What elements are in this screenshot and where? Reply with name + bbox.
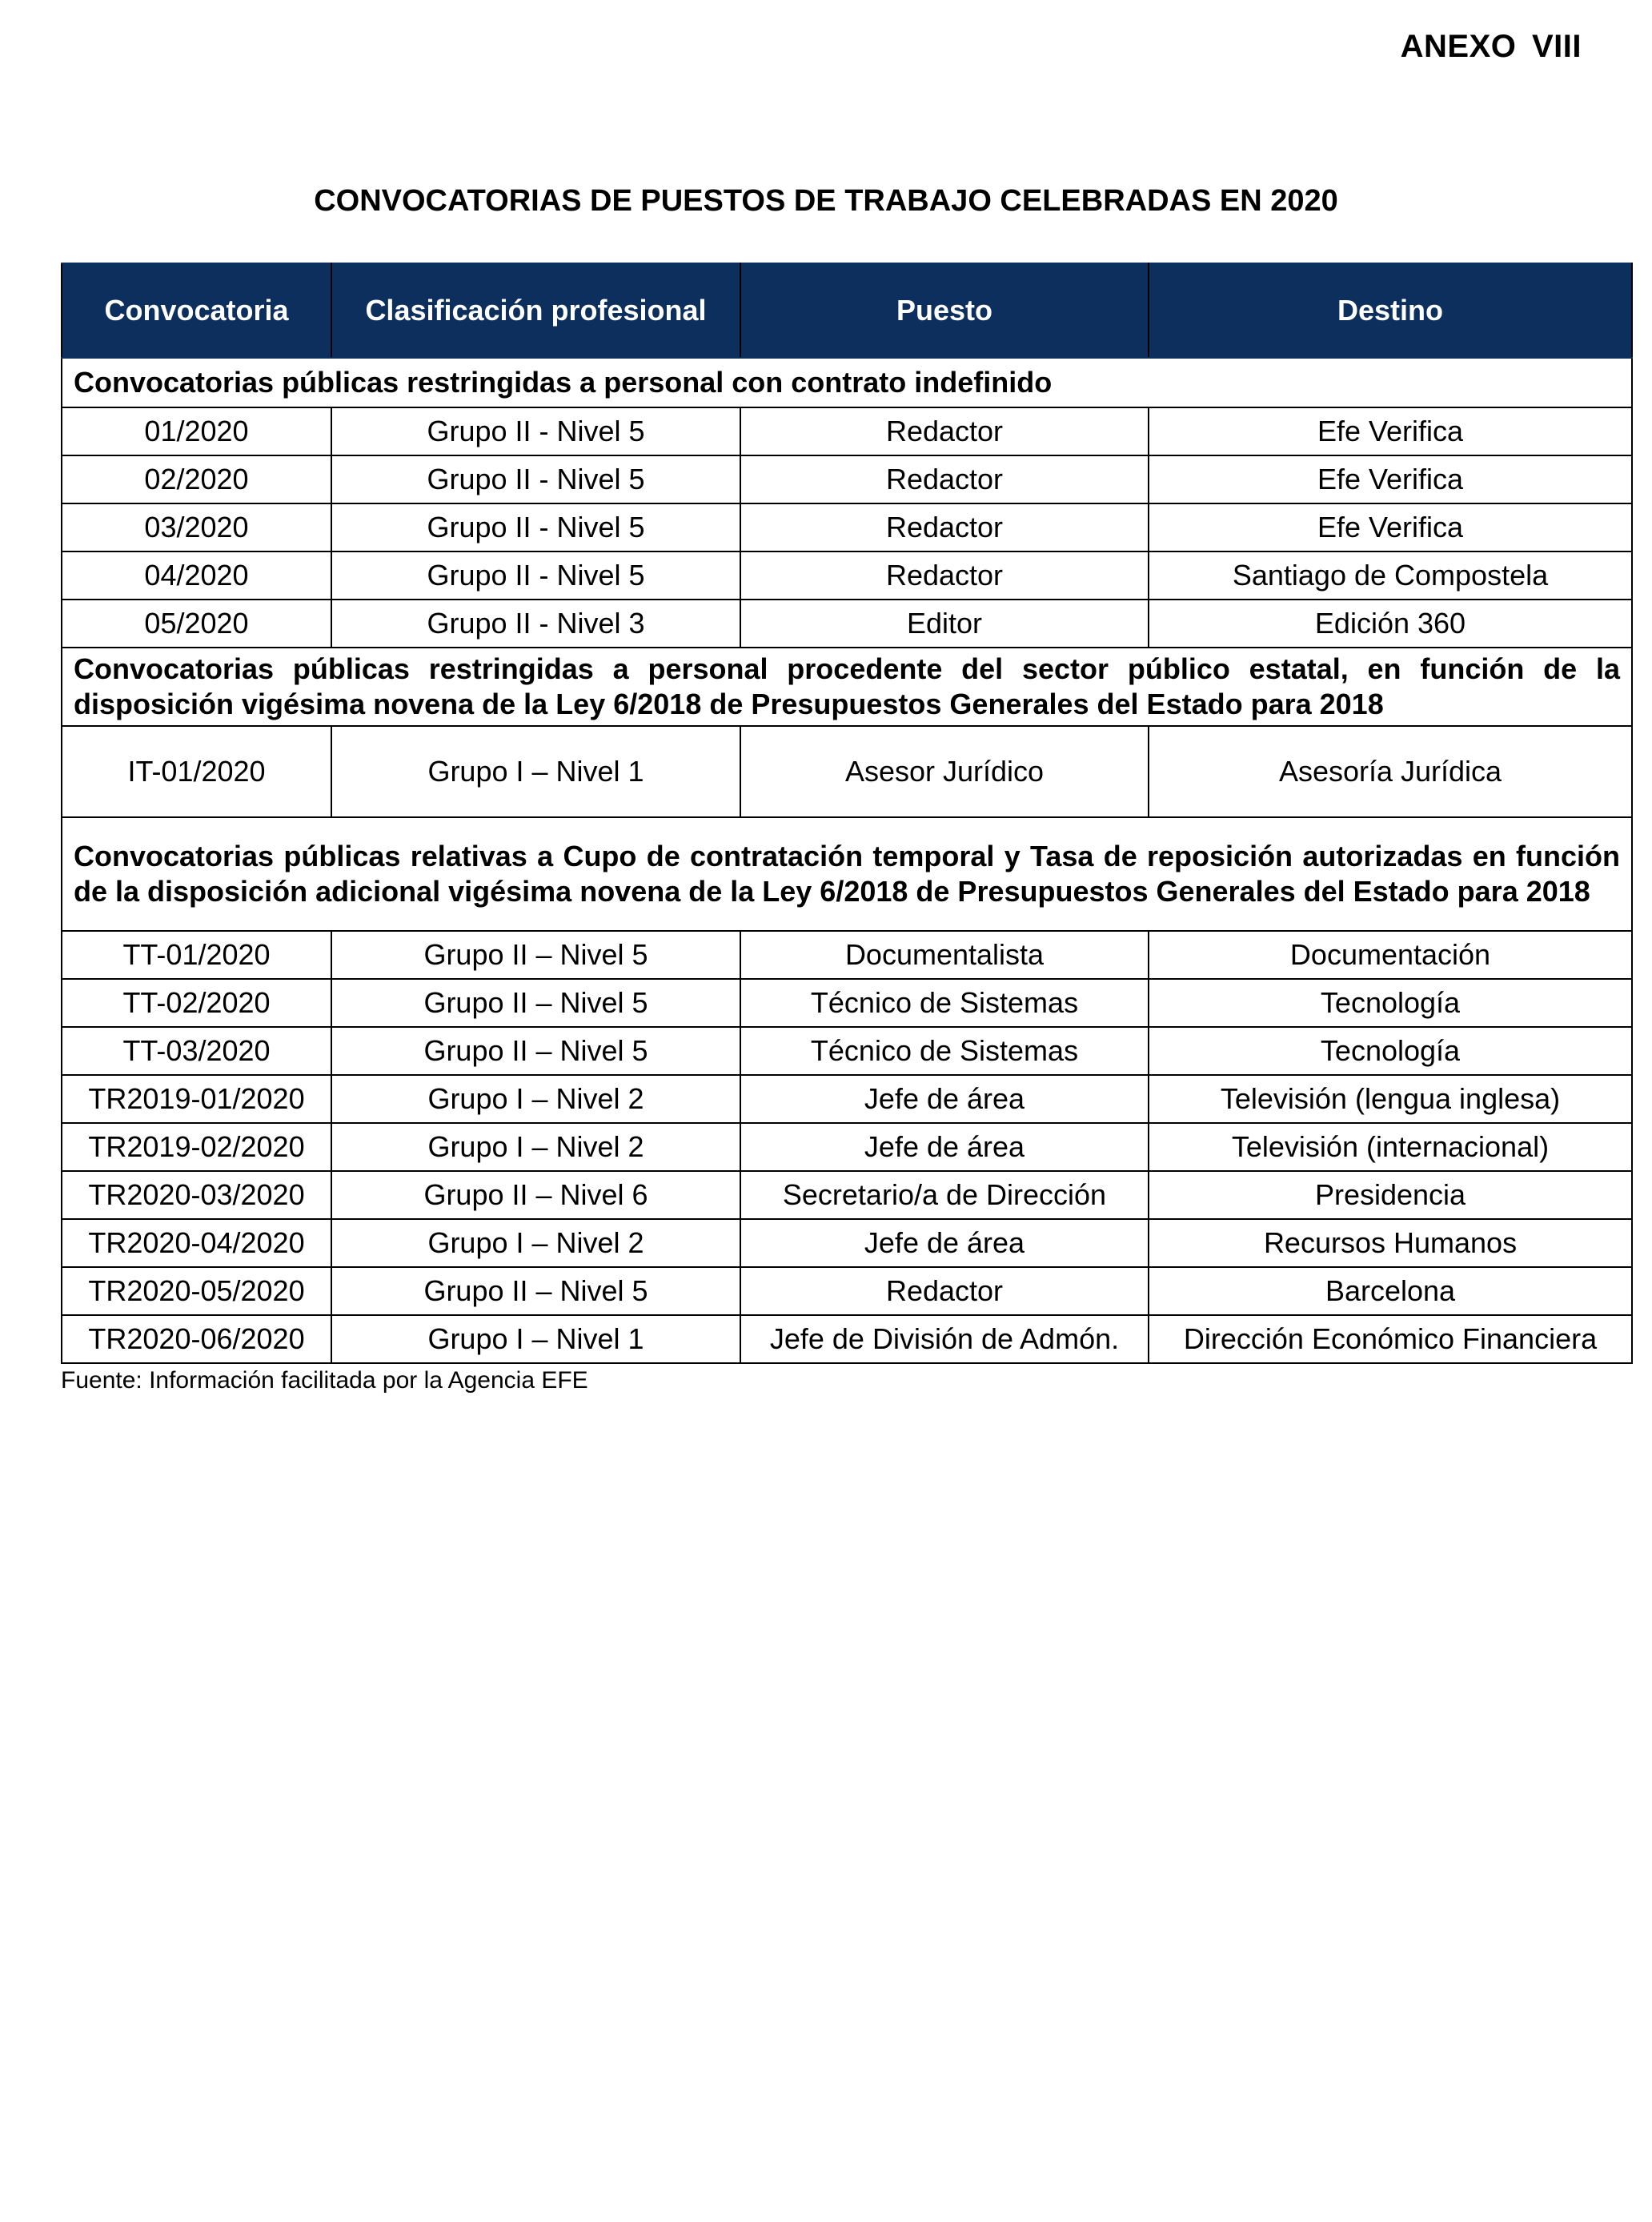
table-header-row — [62, 263, 1632, 358]
cell-destino: Efe Verifica — [1149, 503, 1632, 551]
cell-clasificacion: Grupo I – Nivel 2 — [331, 1075, 740, 1123]
column-header-destino: Destino — [1149, 263, 1632, 358]
cell-puesto: Documentalista — [740, 931, 1149, 979]
table-row — [62, 1267, 1632, 1315]
cell-destino: Edición 360 — [1149, 600, 1632, 648]
section-label: Convocatorias públicas restringidas a personal procedente del sector público estatal, en función de la disposición vigésima novena de la Ley 6/2018 de Presupuestos Generales del Estado para 2018 — [62, 648, 1632, 726]
cell-puesto: Técnico de Sistemas — [740, 1027, 1149, 1075]
column-header-clasificacion: Clasificación profesional — [331, 263, 740, 358]
cell-destino: Asesoría Jurídica — [1149, 726, 1632, 817]
section-label: Convocatorias públicas restringidas a personal con contrato indefinido — [62, 358, 1632, 407]
table-row — [62, 1315, 1632, 1363]
cell-puesto: Redactor — [740, 407, 1149, 455]
cell-clasificacion: Grupo II – Nivel 5 — [331, 1267, 740, 1315]
cell-clasificacion: Grupo I – Nivel 2 — [331, 1219, 740, 1267]
cell-puesto: Secretario/a de Dirección — [740, 1171, 1149, 1219]
cell-destino: Dirección Económico Financiera — [1149, 1315, 1632, 1363]
cell-destino: Efe Verifica — [1149, 455, 1632, 503]
convocatorias-table — [61, 263, 1633, 1364]
cell-destino: Presidencia — [1149, 1171, 1632, 1219]
cell-convocatoria: 01/2020 — [62, 407, 331, 455]
cell-clasificacion: Grupo II - Nivel 5 — [331, 551, 740, 600]
table-row — [62, 1027, 1632, 1075]
section-label: Convocatorias públicas relativas a Cupo de contratación temporal y Tasa de reposición autorizadas en función de la disposición adicional vigésima novena de la Ley 6/2018 de Presupuestos Generales del Estado para 2018 — [62, 817, 1632, 931]
table-row — [62, 1171, 1632, 1219]
cell-convocatoria: TR2020-06/2020 — [62, 1315, 331, 1363]
cell-clasificacion: Grupo II - Nivel 5 — [331, 503, 740, 551]
column-header-puesto: Puesto — [740, 263, 1149, 358]
annex-label: ANEXO VIII — [1400, 29, 1582, 64]
table-row — [62, 503, 1632, 551]
cell-convocatoria: TT-02/2020 — [62, 979, 331, 1027]
cell-puesto: Jefe de área — [740, 1075, 1149, 1123]
table-row — [62, 551, 1632, 600]
cell-destino: Efe Verifica — [1149, 407, 1632, 455]
cell-puesto: Jefe de área — [740, 1123, 1149, 1171]
cell-clasificacion: Grupo II - Nivel 5 — [331, 407, 740, 455]
cell-convocatoria: TR2019-02/2020 — [62, 1123, 331, 1171]
table-row — [62, 1219, 1632, 1267]
cell-destino: Tecnología — [1149, 1027, 1632, 1075]
cell-clasificacion: Grupo I – Nivel 2 — [331, 1123, 740, 1171]
cell-clasificacion: Grupo II – Nivel 5 — [331, 979, 740, 1027]
cell-clasificacion: Grupo I – Nivel 1 — [331, 726, 740, 817]
cell-puesto: Editor — [740, 600, 1149, 648]
table-row — [62, 931, 1632, 979]
cell-puesto: Jefe de División de Admón. — [740, 1315, 1149, 1363]
cell-clasificacion: Grupo II – Nivel 6 — [331, 1171, 740, 1219]
cell-convocatoria: TR2020-03/2020 — [62, 1171, 331, 1219]
table-row — [62, 407, 1632, 455]
table-row — [62, 455, 1632, 503]
cell-destino: Televisión (internacional) — [1149, 1123, 1632, 1171]
section-row — [62, 817, 1632, 931]
cell-convocatoria: 05/2020 — [62, 600, 331, 648]
section-row — [62, 358, 1632, 407]
cell-puesto: Redactor — [740, 455, 1149, 503]
table-row — [62, 979, 1632, 1027]
table-row — [62, 1123, 1632, 1171]
page-title: CONVOCATORIAS DE PUESTOS DE TRABAJO CELEBRADAS EN 2020 — [314, 184, 1338, 218]
table-row — [62, 726, 1632, 817]
cell-convocatoria: TT-01/2020 — [62, 931, 331, 979]
cell-destino: Recursos Humanos — [1149, 1219, 1632, 1267]
table-row — [62, 1075, 1632, 1123]
cell-convocatoria: TR2020-04/2020 — [62, 1219, 331, 1267]
cell-convocatoria: 03/2020 — [62, 503, 331, 551]
cell-destino: Santiago de Compostela — [1149, 551, 1632, 600]
cell-convocatoria: 04/2020 — [62, 551, 331, 600]
cell-puesto: Jefe de área — [740, 1219, 1149, 1267]
cell-convocatoria: IT-01/2020 — [62, 726, 331, 817]
cell-puesto: Redactor — [740, 1267, 1149, 1315]
cell-puesto: Técnico de Sistemas — [740, 979, 1149, 1027]
cell-convocatoria: TR2019-01/2020 — [62, 1075, 331, 1123]
cell-destino: Barcelona — [1149, 1267, 1632, 1315]
cell-clasificacion: Grupo II - Nivel 3 — [331, 600, 740, 648]
cell-convocatoria: TT-03/2020 — [62, 1027, 331, 1075]
cell-destino: Documentación — [1149, 931, 1632, 979]
cell-convocatoria: TR2020-05/2020 — [62, 1267, 331, 1315]
column-header-convocatoria: Convocatoria — [62, 263, 331, 358]
cell-clasificacion: Grupo II - Nivel 5 — [331, 455, 740, 503]
cell-destino: Tecnología — [1149, 979, 1632, 1027]
cell-puesto: Redactor — [740, 503, 1149, 551]
cell-convocatoria: 02/2020 — [62, 455, 331, 503]
section-row — [62, 648, 1632, 726]
cell-puesto: Redactor — [740, 551, 1149, 600]
cell-puesto: Asesor Jurídico — [740, 726, 1149, 817]
source-note: Fuente: Información facilitada por la Agencia EFE — [61, 1367, 588, 1394]
cell-clasificacion: Grupo II – Nivel 5 — [331, 931, 740, 979]
table-row — [62, 600, 1632, 648]
cell-destino: Televisión (lengua inglesa) — [1149, 1075, 1632, 1123]
cell-clasificacion: Grupo II – Nivel 5 — [331, 1027, 740, 1075]
cell-clasificacion: Grupo I – Nivel 1 — [331, 1315, 740, 1363]
